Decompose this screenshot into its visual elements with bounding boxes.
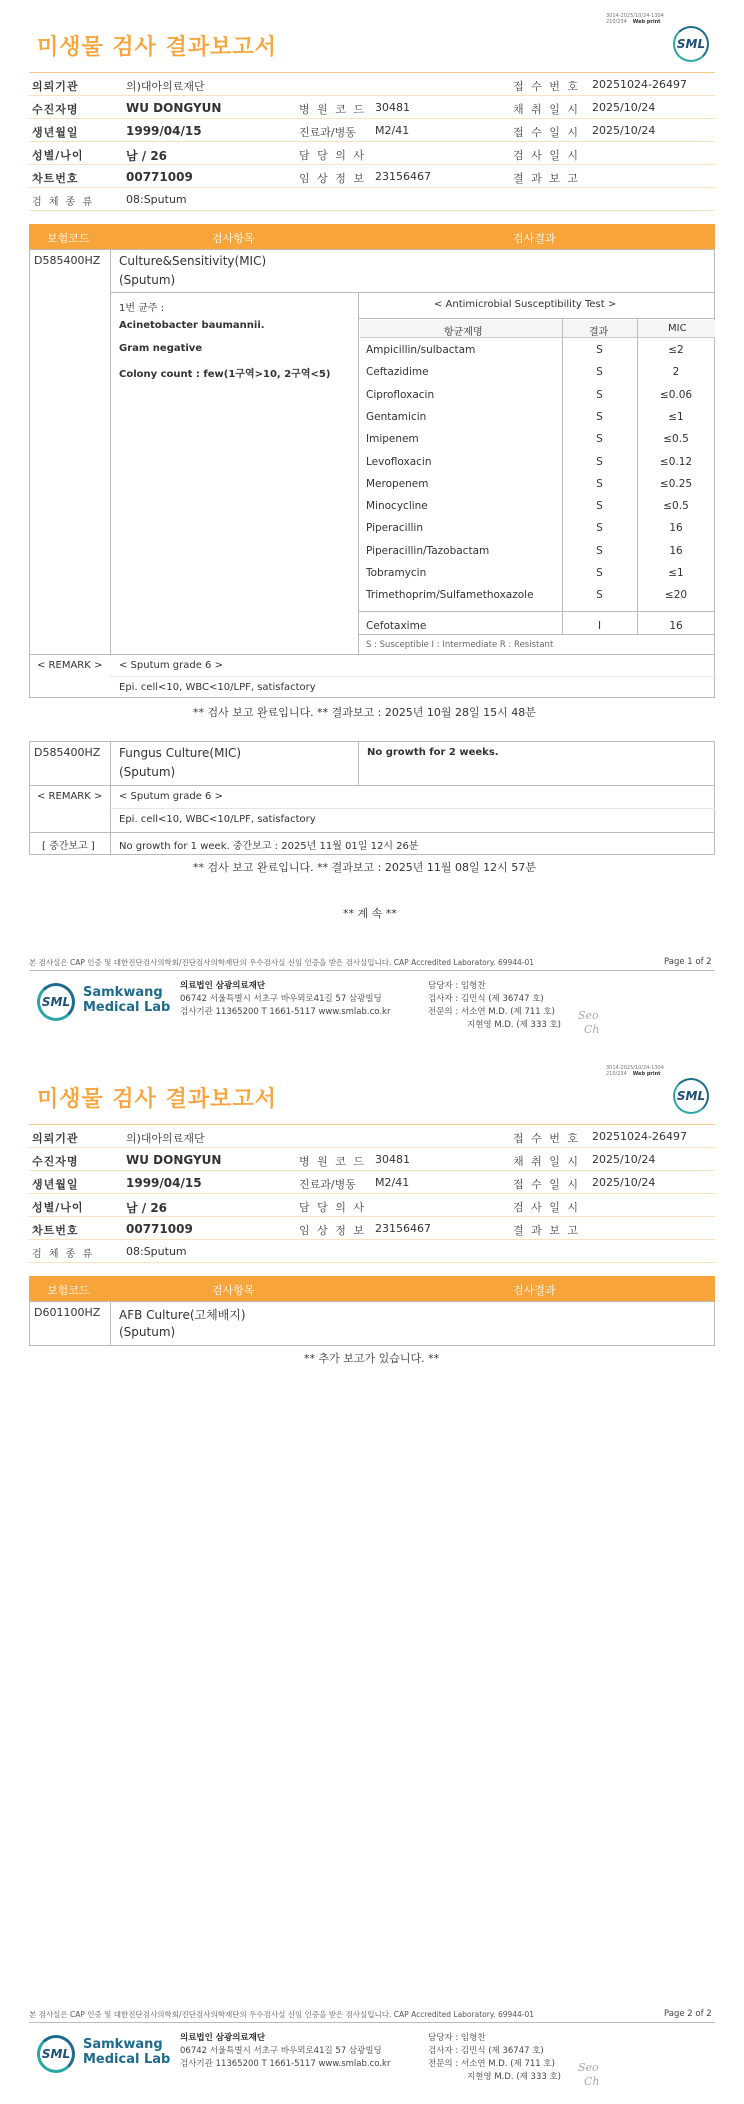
signature-1: Seo [578,1009,599,1022]
cert-notice: 본 검사실은 CAP 인증 및 대한진단검사의학회/진단검사의학재단의 우수검사실 신임 인증을 받은 검사실입니다. CAP Accredited Laboratory. 69944-01 [29,958,535,967]
sml-footer-logo-icon: SML [37,2035,75,2073]
drug-mic: ≤2 [668,344,684,356]
drug-mic: 16 [669,522,683,535]
lab-name: Samkwang Medical Lab [83,2037,171,2067]
drug-name: Imipenem [366,433,419,446]
drug-mic: 16 [669,620,683,632]
test2-name: Fungus Culture(MIC) [119,746,242,760]
drug-name: Tobramycin [366,567,427,579]
test3-specimen: (Sputum) [119,1325,176,1339]
drug-name: Trimethoprim/Sulfamethoxazole [366,589,534,602]
signature-2: Ch [584,1023,600,1036]
drug-name: Levofloxacin [366,455,432,468]
sml-logo-icon: SML [673,26,709,62]
drug-name: Meropenem [366,477,429,490]
continued-note: ** 계 속 ** [343,907,397,920]
drug-name: Piperacillin/Tazobactam [366,544,490,557]
drug-mic: 16 [669,544,683,557]
drug-mic: ≤0.5 [663,500,689,513]
test1-final-report: ** 검사 보고 완료입니다. ** 결과보고 : 2025년 10월 28일 15시 48분 [193,706,536,719]
lab-name: Samkwang Medical Lab [83,985,171,1015]
drug-result: S [596,522,603,535]
test1-remark-2: Epi. cell<10, WBC<10/LPF, satisfactory [119,682,316,693]
drug-name: Gentamicin [366,410,427,423]
sml-logo-icon: SML [673,1078,709,1114]
organism-name: Acinetobacter baumannii. [119,320,265,331]
drug-result: S [596,388,603,401]
more-report-note: ** 추가 보고가 있습니다. ** [304,1352,440,1365]
ast-column-header [360,320,715,338]
test2-result: No growth for 2 weeks. [367,747,499,758]
drug-mic: ≤20 [664,589,688,602]
drug-mic: ≤0.12 [659,455,693,468]
patient-info-table: 의뢰기관 의)대아의료재단 접 수 번 호 20251024-26497 수진자명 WU DONGYUN 병 원 코 드 30481 채 취 일 시 2025/10/24 생년월일 1999/04/15 진료과/병동 M2/41 접 수 일 시 2025/10/24 성별/나이 남 / 26 담 당 의 사 검 사 일 시 차트번호 00771009 임 상 정 보 23156467 결 과 보 고 검 체 종 류 08:Sputum [29,72,715,211]
drug-name: Ciprofloxacin [366,388,435,401]
lab-address: 의료법인 삼광의료재단 06742 서울특별시 서초구 바우뫼로41길 57 삼광빌딩 검사기관 11365200 T 1661-5117 www.smlab.co.kr [180,981,391,1017]
drug-mic: ≤0.06 [659,388,693,401]
test2-remark-1: < Sputum grade 6 > [119,791,223,802]
interim-label: [ 중간보고 ] [42,841,95,852]
drug-result: S [596,344,603,356]
lab-address: 의료법인 삼광의료재단 06742 서울특별시 서초구 바우뫼로41길 57 삼광빌딩 검사기관 11365200 T 1661-5117 www.smlab.co.kr [180,2033,391,2069]
ast-legend: S : Susceptible I : Intermediate R : Resistant [366,640,554,650]
test1-remark-1: < Sputum grade 6 > [119,660,223,671]
drug-result: S [596,410,603,423]
page-number: Page 1 of 2 [664,957,712,967]
interim-report: No growth for 1 week. 중간보고 : 2025년 11월 01일 12시 26분 [119,841,419,852]
gram-stain: Gram negative [119,343,203,354]
drug-mic: ≤0.25 [659,477,693,490]
print-code: 3014-2025/10/24-1304 210/234 Web print [606,13,664,25]
test1-remark-label: < REMARK > [37,660,103,671]
lab-staff: 담당자 : 임형찬 검사자 : 김민식 (제 36747 호) 전문의 : 서소연 M.D. (제 711 호) 지현영 M.D. (제 333 호) [428,981,562,1030]
signature-1: Seo [578,2061,599,2074]
drug-result: S [596,366,603,379]
drug-result: S [596,589,603,602]
organism-no: 1번 균주 : [119,303,165,314]
drug-mic: ≤1 [668,567,684,579]
drug-name: Piperacillin [366,522,423,535]
test2-remark-2: Epi. cell<10, WBC<10/LPF, satisfactory [119,814,316,825]
report-title: 미생물 검사 결과보고서 [37,1087,277,1112]
drug-mic: 2 [672,366,680,379]
drug-mic: ≤1 [668,410,684,423]
test2-final-report: ** 검사 보고 완료입니다. ** 결과보고 : 2025년 11월 08일 12시 57분 [193,861,536,874]
results-header-band: 보험코드 검사항목 검사결과 [29,1276,715,1301]
drug-name: Ampicillin/sulbactam [366,344,476,356]
drug-result: I [597,620,602,632]
page-number: Page 2 of 2 [664,2009,712,2019]
ast-title: < Antimicrobial Susceptibility Test > [434,299,617,310]
cert-notice: 본 검사실은 CAP 인증 및 대한진단검사의학회/진단검사의학재단의 우수검사실 신임 인증을 받은 검사실입니다. CAP Accredited Laboratory. 69944-01 [29,2010,535,2019]
drug-name: Minocycline [366,500,428,513]
test2-specimen: (Sputum) [119,765,176,779]
colony-count: Colony count : few(1구역>10, 2구역<5) [119,369,331,380]
test3-name: AFB Culture(고체배지) [119,1308,246,1322]
drug-result: S [596,477,603,490]
test1-specimen: (Sputum) [119,273,176,287]
test2-code: D585400HZ [34,746,101,759]
print-code: 3014-2025/10/24-1304 210/234 Web print [606,1065,664,1077]
report-page-2 [0,1052,744,2104]
signature-2: Ch [584,2075,600,2088]
test1-name: Culture&Sensitivity(MIC) [119,254,267,268]
results-header-band: 보험코드 검사항목 검사결과 [29,224,715,249]
test2-remark-label: < REMARK > [37,791,103,802]
drug-mic: ≤0.5 [663,433,689,446]
drug-name: Ceftazidime [366,366,429,379]
drug-result: S [596,567,603,579]
drug-result: S [596,433,603,446]
patient-info-table: 의뢰기관 의)대아의료재단 접 수 번 호 20251024-26497 수진자명 WU DONGYUN 병 원 코 드 30481 채 취 일 시 2025/10/24 생년월일 1999/04/15 진료과/병동 M2/41 접 수 일 시 2025/10/24 성별/나이 남 / 26 담 당 의 사 검 사 일 시 차트번호 00771009 임 상 정 보 23156467 결 과 보 고 검 체 종 류 08:Sputum [29,1124,715,1263]
drug-name: Cefotaxime [366,620,427,632]
test3-code: D601100HZ [34,1306,101,1319]
drug-result: S [596,544,603,557]
sml-footer-logo-icon: SML [37,983,75,1021]
drug-result: S [596,455,603,468]
lab-staff: 담당자 : 임형찬 검사자 : 김민식 (제 36747 호) 전문의 : 서소연 M.D. (제 711 호) 지현영 M.D. (제 333 호) [428,2033,562,2082]
report-page-1: 3014-2025/10/24-1304 210/234 Web print 미생물 검사 결과보고서 SML 의뢰기관 의)대아의료재단 접 수 번 호 20251024-26497 수진자명 WU DONGYUN 병 원 코 드 30481 채 취 일 시 2025/10/24 생년월일 1999/04/15 진료과/병동 M2/41 접 수 일 시 2025/10/24 성별/나이 남 / 26 담 당 의 사 검 사 일 시 차트번호 00771009 임 상 정 보 23156467 결 과 보 고 검 체 종 류 08:Sputum 보험코드 검사항목 검사결과 D585400HZ Culture&Sensitivity(MIC) (Sputum) 1번 균주 : Acinetobacter baumannii. Gram negative Colony count : few(1구역>10, 2구역<5) < Antimicrobial Susceptibility Test > 항균제명 결과 MIC Ampicillin/sulbactam S ≤2 Ceftazidime S 2 Ciprofloxacin S ≤0.06 Gentamicin S ≤1 Imipenem S ≤0.5 Levofloxacin S ≤0.12 Meropenem S ≤0.25 Minocycline S ≤0.5 Piperacillin S 16 Piperacillin/Tazobactam S 16 Tobramycin S ≤1 Trimethoprim/Sulfamethoxazole S ≤20 Cefotaxime I 16 S : Susceptible I : Intermediate R : Resistant < REMARK > < Sputum grade 6 > Epi. cell<10, WBC<10/LPF, satisfactory ** 검사 보고 완료입니다. ** 결과보고 : 2025년 10월 28일 15시 48분 D585400HZ Fungus Culture(MIC) (Sputum) No growth for 2 weeks. < REMARK > < Sputum grade 6 > Epi. cell<10, WBC<10/LPF, satisfactory [ 중간보고 ] No growth for 1 week. 중간보고 : 2025년 11월 01일 12시 26분 ** 검사 보고 완료입니다. ** 결과보고 : 2025년 11월 08일 12시 57분 ** 계 속 ** 본 검사실은 CAP 인증 및 대한진단검사의학회/진단검사의학재단의 우수검사실 신임 인증을 받은 검사실입니다. CAP Accredited Laboratory. 69944-01 Page 1 of 2 SML Samkwang Medical Lab 의료법인 삼광의료재단 06742 서울특별시 서초구 바우뫼로41길 57 삼광빌딩 검사기관 11365200 T 1661-5117 www.smlab.co.kr 담당자 : 임형찬 검사자 : 김민식 (제 36747 호) 전문의 : 서소연 M.D. (제 711 호) 지현영 M.D. (제 333 호) Seo Ch [0,0,744,1052]
drug-result: S [596,500,603,513]
report-title: 미생물 검사 결과보고서 [37,35,277,60]
test1-code: D585400HZ [34,254,101,267]
